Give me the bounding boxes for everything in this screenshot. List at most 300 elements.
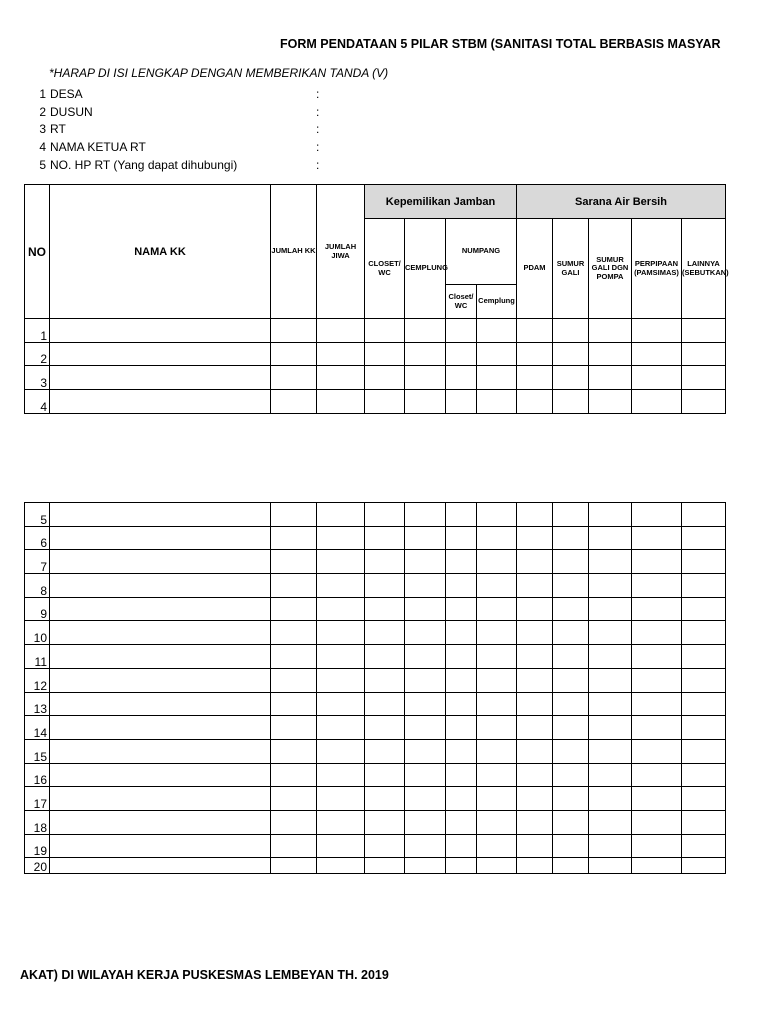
checkbox-cell[interactable] bbox=[553, 342, 589, 366]
checkbox-cell[interactable] bbox=[365, 716, 405, 740]
checkbox-cell[interactable] bbox=[517, 716, 553, 740]
checkbox-cell[interactable] bbox=[271, 739, 317, 763]
checkbox-cell[interactable] bbox=[517, 834, 553, 858]
checkbox-cell[interactable] bbox=[553, 574, 589, 598]
table-row bbox=[25, 390, 726, 414]
checkbox-cell[interactable] bbox=[446, 834, 477, 858]
nama-kk-cell[interactable] bbox=[50, 668, 271, 692]
checkbox-cell[interactable] bbox=[517, 787, 553, 811]
checkbox-cell[interactable] bbox=[365, 526, 405, 550]
checkbox-cell[interactable] bbox=[271, 692, 317, 716]
checkbox-cell[interactable] bbox=[632, 503, 682, 527]
checkbox-cell[interactable] bbox=[682, 390, 726, 414]
field-colon: : bbox=[316, 122, 320, 137]
checkbox-cell[interactable] bbox=[589, 503, 632, 527]
checkbox-cell[interactable] bbox=[317, 692, 365, 716]
checkbox-cell[interactable] bbox=[405, 550, 446, 574]
checkbox-cell[interactable] bbox=[517, 668, 553, 692]
checkbox-cell[interactable] bbox=[271, 810, 317, 834]
checkbox-cell[interactable] bbox=[477, 319, 517, 343]
field-label: NAMA KETUA RT bbox=[50, 140, 146, 155]
nama-kk-cell[interactable] bbox=[50, 574, 271, 598]
checkbox-cell[interactable] bbox=[632, 574, 682, 598]
checkbox-cell[interactable] bbox=[317, 342, 365, 366]
table-row bbox=[25, 645, 726, 669]
checkbox-cell[interactable] bbox=[317, 858, 365, 874]
checkbox-cell[interactable] bbox=[632, 526, 682, 550]
checkbox-cell[interactable] bbox=[477, 810, 517, 834]
checkbox-cell[interactable] bbox=[517, 390, 553, 414]
checkbox-cell[interactable] bbox=[477, 390, 517, 414]
checkbox-cell[interactable] bbox=[317, 366, 365, 390]
row-number: 19 bbox=[25, 834, 50, 858]
row-number: 5 bbox=[25, 503, 50, 527]
data-table-page-1 bbox=[24, 184, 729, 414]
field-label: NO. HP RT (Yang dapat dihubungi) bbox=[50, 157, 238, 172]
checkbox-cell[interactable] bbox=[553, 668, 589, 692]
header-pdam: PDAM bbox=[517, 219, 553, 319]
checkbox-cell[interactable] bbox=[477, 621, 517, 645]
nama-kk-cell[interactable] bbox=[50, 366, 271, 390]
checkbox-cell[interactable] bbox=[271, 597, 317, 621]
checkbox-cell[interactable] bbox=[477, 526, 517, 550]
checkbox-cell[interactable] bbox=[589, 597, 632, 621]
checkbox-cell[interactable] bbox=[405, 810, 446, 834]
row-number: 11 bbox=[25, 645, 50, 669]
checkbox-cell[interactable] bbox=[517, 597, 553, 621]
checkbox-cell[interactable] bbox=[589, 668, 632, 692]
checkbox-cell[interactable] bbox=[682, 716, 726, 740]
checkbox-cell[interactable] bbox=[553, 692, 589, 716]
checkbox-cell[interactable] bbox=[446, 692, 477, 716]
nama-kk-cell[interactable] bbox=[50, 834, 271, 858]
header-sumur-gali: SUMUR GALI bbox=[553, 219, 589, 319]
checkbox-cell[interactable] bbox=[271, 668, 317, 692]
checkbox-cell[interactable] bbox=[477, 342, 517, 366]
checkbox-cell[interactable] bbox=[477, 858, 517, 874]
table-row bbox=[25, 834, 726, 858]
checkbox-cell[interactable] bbox=[446, 645, 477, 669]
checkbox-cell[interactable] bbox=[365, 574, 405, 598]
header-kepemilikan-jamban: Kepemilikan Jamban bbox=[365, 185, 517, 219]
checkbox-cell[interactable] bbox=[477, 668, 517, 692]
checkbox-cell[interactable] bbox=[405, 366, 446, 390]
checkbox-cell[interactable] bbox=[477, 716, 517, 740]
checkbox-cell[interactable] bbox=[632, 763, 682, 787]
checkbox-cell[interactable] bbox=[589, 621, 632, 645]
checkbox-cell[interactable] bbox=[632, 810, 682, 834]
checkbox-cell[interactable] bbox=[632, 390, 682, 414]
checkbox-cell[interactable] bbox=[405, 574, 446, 598]
checkbox-cell[interactable] bbox=[477, 645, 517, 669]
checkbox-cell[interactable] bbox=[365, 763, 405, 787]
checkbox-cell[interactable] bbox=[517, 503, 553, 527]
checkbox-cell[interactable] bbox=[517, 645, 553, 669]
checkbox-cell[interactable] bbox=[589, 366, 632, 390]
checkbox-cell[interactable] bbox=[682, 692, 726, 716]
field-number: 3 bbox=[39, 122, 46, 137]
table-row bbox=[25, 668, 726, 692]
checkbox-cell[interactable] bbox=[271, 858, 317, 874]
nama-kk-cell[interactable] bbox=[50, 763, 271, 787]
checkbox-cell[interactable] bbox=[553, 787, 589, 811]
checkbox-cell[interactable] bbox=[589, 342, 632, 366]
table-row bbox=[25, 763, 726, 787]
checkbox-cell[interactable] bbox=[405, 503, 446, 527]
row-number: 18 bbox=[25, 810, 50, 834]
checkbox-cell[interactable] bbox=[365, 645, 405, 669]
nama-kk-cell[interactable] bbox=[50, 858, 271, 874]
checkbox-cell[interactable] bbox=[632, 342, 682, 366]
checkbox-cell[interactable] bbox=[365, 319, 405, 343]
checkbox-cell[interactable] bbox=[589, 858, 632, 874]
checkbox-cell[interactable] bbox=[477, 763, 517, 787]
checkbox-cell[interactable] bbox=[517, 550, 553, 574]
form-title: FORM PENDATAAN 5 PILAR STBM (SANITASI TOTAL BERBASIS MASYAR bbox=[280, 37, 721, 51]
checkbox-cell[interactable] bbox=[365, 692, 405, 716]
header-numpang: NUMPANG bbox=[446, 219, 517, 285]
checkbox-cell[interactable] bbox=[365, 858, 405, 874]
checkbox-cell[interactable] bbox=[271, 526, 317, 550]
nama-kk-cell[interactable] bbox=[50, 550, 271, 574]
checkbox-cell[interactable] bbox=[405, 834, 446, 858]
nama-kk-cell[interactable] bbox=[50, 390, 271, 414]
checkbox-cell[interactable] bbox=[317, 739, 365, 763]
checkbox-cell[interactable] bbox=[517, 858, 553, 874]
checkbox-cell[interactable] bbox=[365, 366, 405, 390]
checkbox-cell[interactable] bbox=[446, 550, 477, 574]
checkbox-cell[interactable] bbox=[477, 550, 517, 574]
checkbox-cell[interactable] bbox=[553, 834, 589, 858]
checkbox-cell[interactable] bbox=[589, 834, 632, 858]
checkbox-cell[interactable] bbox=[589, 716, 632, 740]
field-number: 5 bbox=[39, 157, 46, 172]
checkbox-cell[interactable] bbox=[365, 550, 405, 574]
field-colon: : bbox=[316, 157, 320, 172]
checkbox-cell[interactable] bbox=[446, 739, 477, 763]
checkbox-cell[interactable] bbox=[271, 319, 317, 343]
field-colon: : bbox=[316, 87, 320, 101]
nama-kk-cell[interactable] bbox=[50, 739, 271, 763]
checkbox-cell[interactable] bbox=[317, 574, 365, 598]
field-label: DUSUN bbox=[50, 104, 93, 119]
checkbox-cell[interactable] bbox=[271, 716, 317, 740]
checkbox-cell[interactable] bbox=[682, 526, 726, 550]
checkbox-cell[interactable] bbox=[446, 503, 477, 527]
checkbox-cell[interactable] bbox=[446, 763, 477, 787]
nama-kk-cell[interactable] bbox=[50, 621, 271, 645]
checkbox-cell[interactable] bbox=[632, 858, 682, 874]
checkbox-cell[interactable] bbox=[517, 692, 553, 716]
checkbox-cell[interactable] bbox=[405, 858, 446, 874]
checkbox-cell[interactable] bbox=[632, 668, 682, 692]
checkbox-cell[interactable] bbox=[365, 668, 405, 692]
checkbox-cell[interactable] bbox=[317, 668, 365, 692]
checkbox-cell[interactable] bbox=[682, 858, 726, 874]
row-number: 8 bbox=[25, 574, 50, 598]
table-row bbox=[25, 366, 726, 390]
table-row bbox=[25, 526, 726, 550]
checkbox-cell[interactable] bbox=[553, 319, 589, 343]
row-number: 20 bbox=[25, 858, 50, 874]
row-number: 15 bbox=[25, 739, 50, 763]
field-colon: : bbox=[316, 140, 320, 155]
checkbox-cell[interactable] bbox=[446, 319, 477, 343]
checkbox-cell[interactable] bbox=[553, 390, 589, 414]
checkbox-cell[interactable] bbox=[517, 574, 553, 598]
checkbox-cell[interactable] bbox=[632, 621, 682, 645]
checkbox-cell[interactable] bbox=[477, 787, 517, 811]
nama-kk-cell[interactable] bbox=[50, 319, 271, 343]
checkbox-cell[interactable] bbox=[446, 366, 477, 390]
row-number: 9 bbox=[25, 597, 50, 621]
checkbox-cell[interactable] bbox=[271, 787, 317, 811]
table-row bbox=[25, 692, 726, 716]
checkbox-cell[interactable] bbox=[589, 787, 632, 811]
checkbox-cell[interactable] bbox=[405, 526, 446, 550]
checkbox-cell[interactable] bbox=[365, 834, 405, 858]
checkbox-cell[interactable] bbox=[446, 858, 477, 874]
data-table-page-2 bbox=[24, 502, 726, 874]
checkbox-cell[interactable] bbox=[477, 834, 517, 858]
checkbox-cell[interactable] bbox=[632, 716, 682, 740]
checkbox-cell[interactable] bbox=[317, 787, 365, 811]
checkbox-cell[interactable] bbox=[317, 597, 365, 621]
nama-kk-cell[interactable] bbox=[50, 810, 271, 834]
nama-kk-cell[interactable] bbox=[50, 692, 271, 716]
checkbox-cell[interactable] bbox=[517, 342, 553, 366]
checkbox-cell[interactable] bbox=[446, 574, 477, 598]
checkbox-cell[interactable] bbox=[271, 574, 317, 598]
checkbox-cell[interactable] bbox=[517, 763, 553, 787]
checkbox-cell[interactable] bbox=[446, 526, 477, 550]
checkbox-cell[interactable] bbox=[317, 503, 365, 527]
checkbox-cell[interactable] bbox=[682, 574, 726, 598]
checkbox-cell[interactable] bbox=[589, 763, 632, 787]
checkbox-cell[interactable] bbox=[271, 645, 317, 669]
checkbox-cell[interactable] bbox=[553, 739, 589, 763]
nama-kk-cell[interactable] bbox=[50, 597, 271, 621]
nama-kk-cell[interactable] bbox=[50, 645, 271, 669]
checkbox-cell[interactable] bbox=[405, 716, 446, 740]
checkbox-cell[interactable] bbox=[682, 319, 726, 343]
checkbox-cell[interactable] bbox=[446, 342, 477, 366]
row-number: 10 bbox=[25, 621, 50, 645]
checkbox-cell[interactable] bbox=[517, 526, 553, 550]
checkbox-cell[interactable] bbox=[477, 503, 517, 527]
nama-kk-cell[interactable] bbox=[50, 787, 271, 811]
checkbox-cell[interactable] bbox=[553, 550, 589, 574]
checkbox-cell[interactable] bbox=[682, 503, 726, 527]
checkbox-cell[interactable] bbox=[271, 763, 317, 787]
checkbox-cell[interactable] bbox=[477, 597, 517, 621]
checkbox-cell[interactable] bbox=[553, 716, 589, 740]
checkbox-cell[interactable] bbox=[477, 739, 517, 763]
field-label: RT bbox=[50, 122, 66, 137]
checkbox-cell[interactable] bbox=[589, 526, 632, 550]
row-number: 3 bbox=[25, 366, 50, 390]
row-number: 4 bbox=[25, 390, 50, 414]
checkbox-cell[interactable] bbox=[405, 319, 446, 343]
row-number: 7 bbox=[25, 550, 50, 574]
checkbox-cell[interactable] bbox=[317, 834, 365, 858]
checkbox-cell[interactable] bbox=[405, 390, 446, 414]
checkbox-cell[interactable] bbox=[517, 319, 553, 343]
field-label: DESA bbox=[50, 87, 83, 101]
checkbox-cell[interactable] bbox=[682, 810, 726, 834]
checkbox-cell[interactable] bbox=[682, 597, 726, 621]
checkbox-cell[interactable] bbox=[405, 342, 446, 366]
checkbox-cell[interactable] bbox=[317, 390, 365, 414]
table-row bbox=[25, 574, 726, 598]
checkbox-cell[interactable] bbox=[477, 574, 517, 598]
checkbox-cell[interactable] bbox=[271, 503, 317, 527]
checkbox-cell[interactable] bbox=[517, 366, 553, 390]
header-lainnya: LAINNYA (SEBUTKAN) bbox=[682, 219, 726, 319]
checkbox-cell[interactable] bbox=[682, 763, 726, 787]
checkbox-cell[interactable] bbox=[365, 621, 405, 645]
checkbox-cell[interactable] bbox=[553, 503, 589, 527]
header-nama-kk: NAMA KK bbox=[50, 185, 271, 319]
checkbox-cell[interactable] bbox=[365, 787, 405, 811]
nama-kk-cell[interactable] bbox=[50, 526, 271, 550]
checkbox-cell[interactable] bbox=[682, 668, 726, 692]
checkbox-cell[interactable] bbox=[446, 787, 477, 811]
header-jumlah-jiwa: JUMLAH JIWA bbox=[317, 185, 365, 319]
checkbox-cell[interactable] bbox=[271, 621, 317, 645]
header-numpang-closet: Closet/ WC bbox=[446, 285, 477, 319]
checkbox-cell[interactable] bbox=[317, 526, 365, 550]
checkbox-cell[interactable] bbox=[365, 503, 405, 527]
table-row bbox=[25, 787, 726, 811]
checkbox-cell[interactable] bbox=[271, 342, 317, 366]
field-number: 4 bbox=[39, 140, 46, 155]
checkbox-cell[interactable] bbox=[589, 810, 632, 834]
checkbox-cell[interactable] bbox=[271, 366, 317, 390]
header-sumur-gali-pompa: SUMUR GALI DGN POMPA bbox=[589, 219, 632, 319]
table-row bbox=[25, 858, 726, 874]
checkbox-cell[interactable] bbox=[446, 810, 477, 834]
checkbox-cell[interactable] bbox=[365, 810, 405, 834]
checkbox-cell[interactable] bbox=[589, 550, 632, 574]
checkbox-cell[interactable] bbox=[365, 342, 405, 366]
checkbox-cell[interactable] bbox=[632, 550, 682, 574]
table-row bbox=[25, 810, 726, 834]
checkbox-cell[interactable] bbox=[405, 763, 446, 787]
checkbox-cell[interactable] bbox=[589, 739, 632, 763]
checkbox-cell[interactable] bbox=[589, 574, 632, 598]
nama-kk-cell[interactable] bbox=[50, 342, 271, 366]
row-number: 2 bbox=[25, 342, 50, 366]
checkbox-cell[interactable] bbox=[271, 550, 317, 574]
checkbox-cell[interactable] bbox=[317, 621, 365, 645]
checkbox-cell[interactable] bbox=[405, 621, 446, 645]
nama-kk-cell[interactable] bbox=[50, 716, 271, 740]
checkbox-cell[interactable] bbox=[632, 739, 682, 763]
checkbox-cell[interactable] bbox=[365, 597, 405, 621]
checkbox-cell[interactable] bbox=[317, 319, 365, 343]
checkbox-cell[interactable] bbox=[365, 390, 405, 414]
checkbox-cell[interactable] bbox=[553, 763, 589, 787]
checkbox-cell[interactable] bbox=[682, 550, 726, 574]
checkbox-cell[interactable] bbox=[632, 645, 682, 669]
header-closet-wc: CLOSET/ WC bbox=[365, 219, 405, 319]
header-no: NO bbox=[25, 185, 50, 319]
header-perpipaan: PERPIPAAN (PAMSIMAS) bbox=[632, 219, 682, 319]
checkbox-cell[interactable] bbox=[553, 645, 589, 669]
checkbox-cell[interactable] bbox=[553, 621, 589, 645]
checkbox-cell[interactable] bbox=[682, 834, 726, 858]
checkbox-cell[interactable] bbox=[477, 366, 517, 390]
checkbox-cell[interactable] bbox=[365, 739, 405, 763]
checkbox-cell[interactable] bbox=[553, 366, 589, 390]
checkbox-cell[interactable] bbox=[517, 810, 553, 834]
checkbox-cell[interactable] bbox=[317, 810, 365, 834]
checkbox-cell[interactable] bbox=[589, 390, 632, 414]
checkbox-cell[interactable] bbox=[682, 787, 726, 811]
checkbox-cell[interactable] bbox=[632, 692, 682, 716]
checkbox-cell[interactable] bbox=[317, 645, 365, 669]
checkbox-cell[interactable] bbox=[553, 597, 589, 621]
checkbox-cell[interactable] bbox=[271, 834, 317, 858]
row-number: 17 bbox=[25, 787, 50, 811]
footer-text: AKAT) DI WILAYAH KERJA PUSKESMAS LEMBEYAN TH. 2019 bbox=[20, 968, 389, 982]
checkbox-cell[interactable] bbox=[517, 621, 553, 645]
checkbox-cell[interactable] bbox=[405, 787, 446, 811]
header-numpang-cemplung: Cemplung bbox=[477, 285, 517, 319]
checkbox-cell[interactable] bbox=[682, 366, 726, 390]
checkbox-cell[interactable] bbox=[632, 366, 682, 390]
checkbox-cell[interactable] bbox=[632, 319, 682, 343]
row-number: 12 bbox=[25, 668, 50, 692]
checkbox-cell[interactable] bbox=[317, 550, 365, 574]
checkbox-cell[interactable] bbox=[317, 716, 365, 740]
checkbox-cell[interactable] bbox=[517, 739, 553, 763]
checkbox-cell[interactable] bbox=[589, 319, 632, 343]
table-row bbox=[25, 716, 726, 740]
checkbox-cell[interactable] bbox=[405, 739, 446, 763]
checkbox-cell[interactable] bbox=[589, 645, 632, 669]
header-cemplung: CEMPLUNG bbox=[405, 219, 446, 319]
checkbox-cell[interactable] bbox=[405, 668, 446, 692]
checkbox-cell[interactable] bbox=[553, 810, 589, 834]
checkbox-cell[interactable] bbox=[405, 692, 446, 716]
checkbox-cell[interactable] bbox=[477, 692, 517, 716]
checkbox-cell[interactable] bbox=[446, 597, 477, 621]
checkbox-cell[interactable] bbox=[271, 390, 317, 414]
nama-kk-cell[interactable] bbox=[50, 503, 271, 527]
checkbox-cell[interactable] bbox=[553, 526, 589, 550]
checkbox-cell[interactable] bbox=[405, 597, 446, 621]
checkbox-cell[interactable] bbox=[446, 668, 477, 692]
checkbox-cell[interactable] bbox=[589, 692, 632, 716]
checkbox-cell[interactable] bbox=[682, 645, 726, 669]
checkbox-cell[interactable] bbox=[553, 858, 589, 874]
table-row bbox=[25, 621, 726, 645]
checkbox-cell[interactable] bbox=[682, 739, 726, 763]
checkbox-cell[interactable] bbox=[632, 597, 682, 621]
checkbox-cell[interactable] bbox=[446, 621, 477, 645]
checkbox-cell[interactable] bbox=[317, 763, 365, 787]
header-jumlah-kk: JUMLAH KK bbox=[271, 185, 317, 319]
checkbox-cell[interactable] bbox=[632, 834, 682, 858]
checkbox-cell[interactable] bbox=[632, 787, 682, 811]
checkbox-cell[interactable] bbox=[682, 621, 726, 645]
checkbox-cell[interactable] bbox=[682, 342, 726, 366]
checkbox-cell[interactable] bbox=[405, 645, 446, 669]
checkbox-cell[interactable] bbox=[446, 716, 477, 740]
checkbox-cell[interactable] bbox=[446, 390, 477, 414]
